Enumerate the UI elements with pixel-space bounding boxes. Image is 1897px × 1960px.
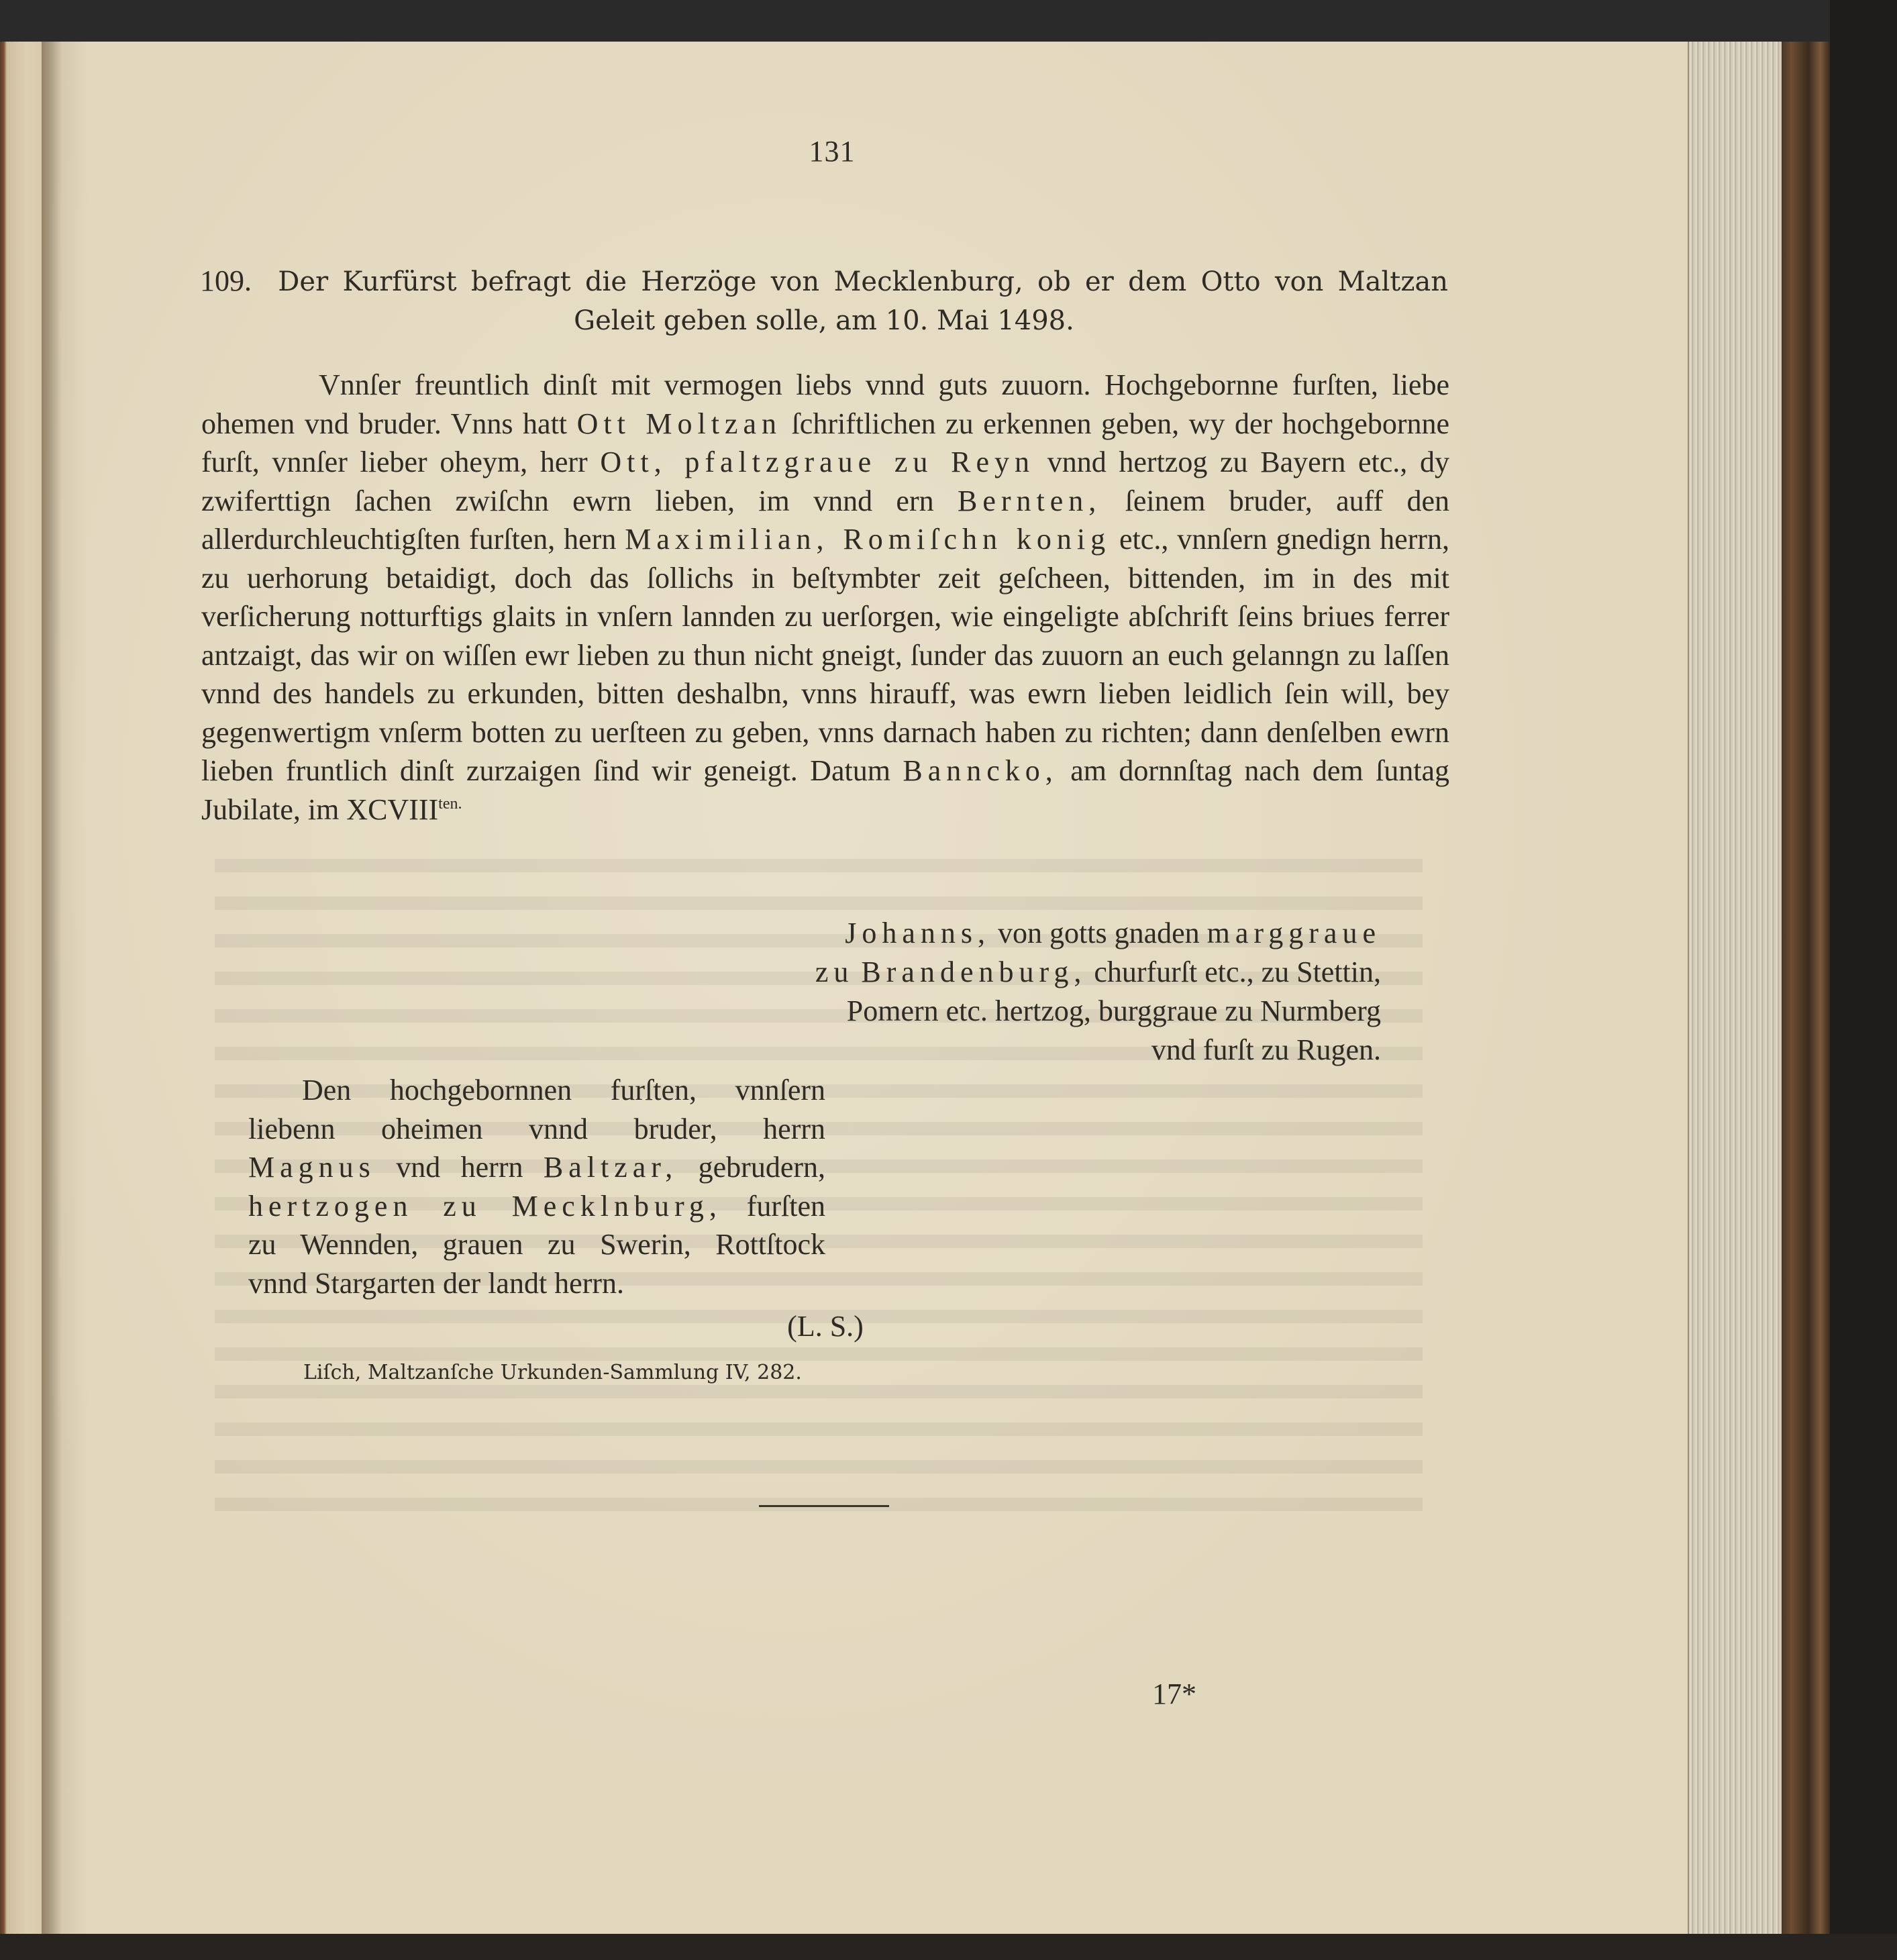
document-number: 109. bbox=[200, 264, 252, 297]
body-segment: ſeinem bruder, auff den allerdurchleuchtigſten furſten, hern bbox=[201, 484, 1450, 556]
address-name: hertzogen zu Mecklnburg, bbox=[248, 1189, 722, 1223]
sender-signature bbox=[737, 914, 1381, 1070]
address-name: Baltzar, bbox=[543, 1151, 678, 1184]
address-line bbox=[248, 1187, 825, 1226]
signature-text: churfurſt etc., zu Stettin, bbox=[1094, 956, 1381, 988]
signature-line bbox=[737, 953, 1381, 992]
spaced-name: Bannckо, bbox=[903, 754, 1058, 787]
signature-place: Brandenburg, bbox=[861, 956, 1087, 988]
signature-line: vnd furſt zu Rugen. bbox=[1151, 1033, 1381, 1066]
body-segment: etc., vnnſern gnedign herrn, zu uerhorung betaidigt, doch das ſollichs in beſtymbter zeit geſcheen, bittenden, im in des mit verſicherung notturftigs glaits in vnſern lannden zu uerſorgen, wie eingeligte abſchrift ſeins briues ferrer antzaigt, das wir on wiſſen ewr lieben zu thun nicht gneigt, ſunder das zuuorn an euch gelanngn zu laſſen vnnd des handels zu erkunden, bitten deshalbn, vnns hirauff, was ewrn lieben leidlich ſein will, bey gegenwertigm vnſerm botten zu uerſteen zu geben, vnns darnach haben zu richten; dann denſelben ewrn lieben fruntlich dinſt zurzaigen ſind wir geneigt. Datum bbox=[201, 523, 1450, 787]
signature-title: marggraue bbox=[1207, 917, 1381, 949]
body-segment: vnnd hertzog zu Bayern etc., dy zwiferttign ſachen zwiſchn ewrn lieben, im vnnd ern bbox=[201, 446, 1449, 517]
spaced-name: Maximilian, Romiſchn konig bbox=[625, 523, 1111, 556]
seal-mark: (L. S.) bbox=[787, 1310, 864, 1343]
address-line bbox=[248, 1148, 825, 1187]
letter-body bbox=[201, 366, 1449, 829]
superscript: ten. bbox=[438, 794, 462, 813]
page-number: 131 bbox=[809, 135, 856, 168]
address-line: zu Wennden, grauen zu Swerin, Rottſtock bbox=[248, 1228, 825, 1261]
address-line: liebenn oheimen vnnd bruder, herrn bbox=[248, 1112, 825, 1145]
body-segment: ſchriftlichen zu erkennen geben, wy der hochgebornne furſt, vnnſer lieber oheym, herr bbox=[201, 407, 1449, 478]
address-text: vnd herrn bbox=[396, 1151, 523, 1184]
address-line: vnnd Stargarten der landt herrn. bbox=[248, 1266, 625, 1300]
document-title: Der Kurfürst befragt die Herzöge von Mecklenburg, ob er dem Otto von Maltzan Geleit geben solle, am 10. Mai 1498. bbox=[278, 266, 1449, 336]
document-heading bbox=[200, 262, 1448, 340]
spaced-name: Ott Moltzan bbox=[576, 407, 782, 440]
signature-name: Johanns, bbox=[845, 917, 991, 949]
body-segment: am dornnſtag nach dem ſuntag Jubilate, im XCVIII bbox=[201, 754, 1450, 826]
source-citation: Liſch, Maltzanſche Urkunden-Sammlung IV, 282. bbox=[303, 1361, 802, 1384]
signature-text: zu bbox=[815, 956, 854, 988]
signature-line: Pomern etc. hertzog, burggraue zu Nurmberg bbox=[846, 994, 1381, 1027]
section-rule bbox=[759, 1505, 889, 1507]
printer-signature-mark: 17* bbox=[1152, 1678, 1196, 1710]
recipient-address bbox=[248, 1071, 825, 1302]
spaced-name: Ott, pfaltzgraue zu Reyn bbox=[600, 446, 1035, 478]
body-segment: Vnnſer freuntlich dinſt mit vermogen liebs vnnd guts zuuorn. Hochgebornne furſten, liebe ohemen vnd bruder. Vnns hatt bbox=[201, 368, 1449, 440]
address-text: furſten bbox=[746, 1189, 825, 1223]
address-name: Magnus bbox=[248, 1151, 376, 1184]
address-line: Den hochgebornnen furſten, vnnſern bbox=[302, 1074, 825, 1106]
signature-text: von gotts gnaden bbox=[998, 917, 1200, 949]
address-text: gebrudern, bbox=[698, 1151, 826, 1184]
spaced-name: Bernten, bbox=[957, 484, 1102, 517]
signature-line bbox=[737, 914, 1381, 953]
